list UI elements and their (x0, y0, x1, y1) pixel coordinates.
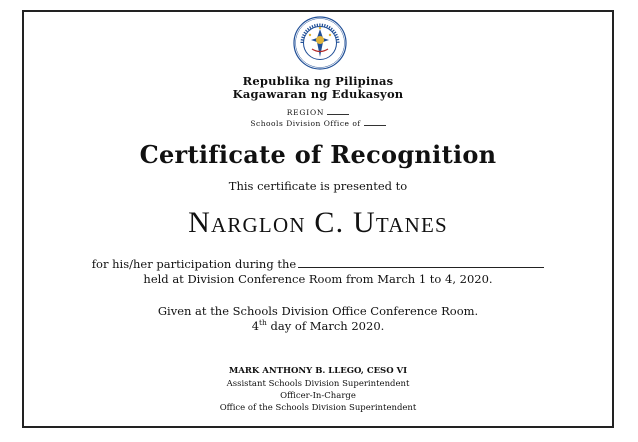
venue-text: held at Division Conference Room from March 1 to 4, 2020. (143, 272, 493, 286)
signatory-role: Officer-In-Charge (280, 391, 356, 401)
presented-text: This certificate is presented to (228, 179, 408, 193)
republic-heading: Republika ng Pilipinas (242, 74, 394, 88)
region-label: REGION (286, 108, 325, 117)
day-line (24, 319, 612, 333)
participation-text: for his/her participation during the (91, 257, 297, 271)
signatory-office: Office of the Schools Division Superintendent (219, 403, 417, 413)
event-blank (298, 267, 544, 268)
day-number: 4 (251, 319, 260, 333)
day-suffix: th (259, 318, 267, 328)
division-line (24, 119, 612, 128)
department-heading: Kagawaran ng Edukasyon (232, 87, 404, 101)
certificate-title: Certificate of Recognition (139, 140, 497, 169)
participation-line (24, 257, 612, 271)
region-line (24, 108, 612, 117)
division-label: Schools Division Office of (250, 119, 361, 128)
day-rest: day of March 2020. (266, 319, 385, 333)
certificate (22, 10, 614, 428)
division-blank (364, 125, 386, 126)
recipient-name: Narglon C. Utanes (188, 206, 448, 239)
given-text: Given at the Schools Division Office Conference Room. (157, 304, 479, 318)
region-blank (327, 114, 349, 115)
deped-seal-icon (293, 16, 347, 70)
signatory-position: Assistant Schools Division Superintendent (226, 379, 410, 389)
signatory-name: MARK ANTHONY B. LLEGO, CESO VI (228, 366, 408, 376)
